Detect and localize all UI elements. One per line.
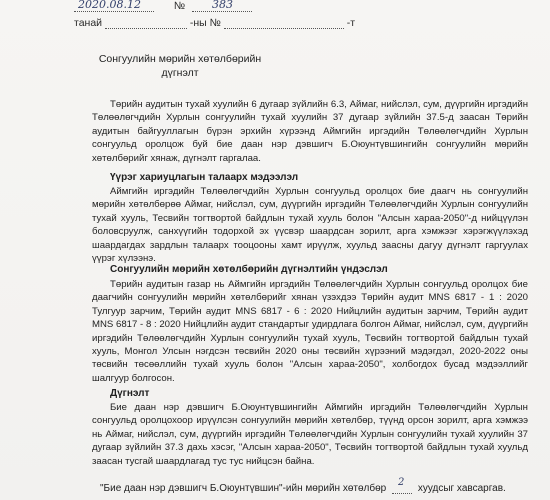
section-body-responsibility: Аймгийн иргэдийн Төлөөлөгчдийн Хурлын сонгуульд оролцох бие даагч нь сонгуулийн мөрийн хөтөлбөрөө Аймаг, нийслэл, сум, дүүргийн иргэдийн Төлөөлөгчдийн Хурлын сонгуулийн тухай хууль, Тесвийн тогтвортой байдлын тухай хууль болон "Алсын хараа-2050"-д нийцүүлэн боловсруулж, санхүүгийн тодорхой эх үүсвэр шаардсан зорилт, арга хэмжээг хэрэгжүүлэхэд шаардагдах зардлын талаарх тооцооны хамт ирүүлж, хуульд заасны дагуу дүгнэлт гаргуулах үүрэг хүлээнэ.	[92, 186, 528, 265]
reference-line-1	[105, 17, 187, 29]
document-title-line-2: дүгнэлт	[161, 67, 199, 79]
reference-prefix: танай	[74, 17, 103, 29]
section-heading-basis: Сонгуулийн мөрийн хөтөлбөрийн дүгнэлтийн үндэслэл	[110, 264, 388, 275]
date-line	[74, 0, 154, 12]
pages-handwritten: 2	[398, 477, 405, 488]
section-heading-responsibility: Үүрэг хариуцлагын талаарх мэдээлэл	[110, 172, 299, 183]
intro-paragraph: Төрийн аудитын тухай хуулийн 6 дугаар зүйлийн 6.3, Аймаг, нийслэл, сум, дүүргийн иргэдийн Төлөөлөгчдийн Хурлын сонгуулийн тухай хуулийн 37 дугаар зүйлийн 37.5-д заасан Төрийн аудитын байгууллагын бүрэн эрхийн хүрээнд Аймгийн иргэдийн Төлөөлөгчдийн Хурлын сонгуульд оролцож буй бие даан нэр дэвшигч Б.Оюунтүвшингийн сонгуулийн мөрийн хөтөлбөрийг хянаж, дүгнэлт гаргалаа.	[92, 99, 528, 164]
pages-line	[392, 477, 412, 494]
number-label: №	[173, 0, 186, 12]
header-reference	[74, 17, 355, 29]
section-body-basis: Төрийн аудитын газар нь Аймгийн иргэдийн Төлөөлөгчдийн Хурлын сонгуульд оролцох бие даагчийн сонгуулийн мөрийн хөтөлбөрийг хянан үзэхдээ Төрийн аудит MNS 6817 - 1 : 2020 Тулгуур зарчим, Төрийн аудит MNS 6817 - 6 : 2020 Нийцлийн аудитын зарчим, Төрийн аудит MNS 6817 - 8 : 2020 Нийцлийн аудит стандартыг удирдлага болгон Аймаг, нийслэл, сум, дүүргийн иргэдийн Төлөөлөгчдийн Хурлын сонгуулийн тухай хууль, Төсвийн тогтвортой байдлын тухай хууль, Монгол Улсын нэгдсэн төсвийн 2020 оны төсвийн хүрээний мэдэгдэл, 2020-2022 оны төсвийн төсөөллийн тухай хууль болон "Алсын хараа-2050", холбогдох бусад мэдээллийг шалгуур болгосон.	[92, 279, 528, 384]
document-title-line-1: Сонгуулийн мөрийн хөтөлбөрийн	[98, 53, 262, 65]
section-heading-conclusion: Дүгнэлт	[110, 388, 150, 399]
closing-prefix: "Бие даан нэр дэвшигч Б.Оюунтүвшин"-ийн мөрийн хөтөлбөр	[100, 483, 387, 494]
reference-mid: -ны №	[189, 17, 221, 29]
number-line	[192, 0, 252, 12]
closing-attachment-note	[100, 477, 506, 494]
number-handwritten: 383	[212, 0, 234, 11]
closing-suffix: хуудсыг хавсаргав.	[417, 483, 506, 494]
reference-line-2	[224, 17, 344, 29]
header-date-number	[74, 0, 252, 12]
reference-suffix: -т	[346, 17, 356, 29]
section-body-conclusion: Бие даан нэр дэвшигч Б.Оюунтүвшингийн Аймгийн иргэдийн Төлөөлөгчдийн Хурлын сонгуульд оролцохоор ирүүлсэн сонгуулийн мөрийн хөтөлбөр, түүнд орсон зорилт, арга хэмжээ нь Аймаг, нийслэл, сум, дүүргийн иргэдийн Төлөөлөгчдийн Хурлын сонгуулийн тухай хуулийн 37 дугаар зүйлийн 37.3 дахь хэсэг, "Алсын хараа-2050", Төсвийн тогтвортой байдлын тухай хуульд заасан тусгай шаардлагад тус тус нийцсэн байна.	[92, 402, 528, 467]
date-handwritten: 2020.08.12	[78, 0, 141, 11]
